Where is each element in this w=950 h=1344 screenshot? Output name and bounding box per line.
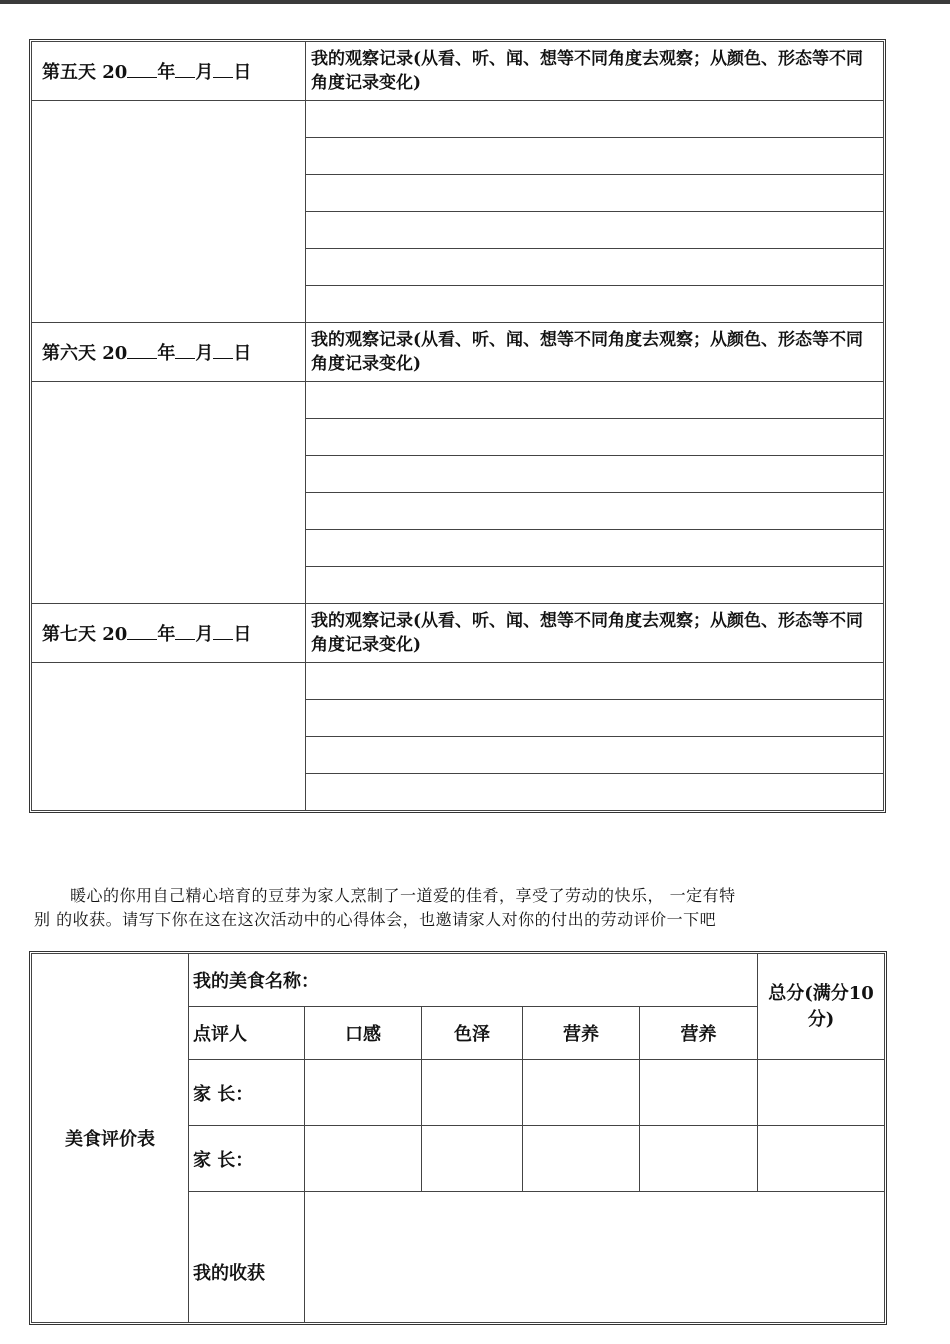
day-prefix: 第六天 20 xyxy=(42,343,128,364)
day-label: 日 xyxy=(233,624,252,645)
score-cell-total-2[interactable] xyxy=(758,1126,885,1192)
my-harvest-area[interactable] xyxy=(305,1192,885,1323)
record-writing-line[interactable] xyxy=(306,737,884,774)
month-label: 月 xyxy=(195,624,214,645)
record-writing-line[interactable] xyxy=(306,663,884,700)
year-label: 年 xyxy=(157,624,176,645)
year-blank[interactable] xyxy=(127,625,157,640)
score-cell-taste-2[interactable] xyxy=(305,1126,422,1192)
record-writing-line[interactable] xyxy=(306,530,884,567)
score-cell-color-1[interactable] xyxy=(422,1060,523,1126)
record-writing-line[interactable] xyxy=(306,456,884,493)
food-evaluation-table xyxy=(31,953,885,1323)
record-writing-line[interactable] xyxy=(306,175,884,212)
record-writing-line[interactable] xyxy=(306,138,884,175)
score-cell-color-2[interactable] xyxy=(422,1126,523,1192)
record-line-row xyxy=(32,101,884,138)
day-blank[interactable] xyxy=(213,344,233,359)
reviewer-parent-1: 家 长： xyxy=(189,1060,305,1126)
record-writing-line[interactable] xyxy=(306,286,884,323)
top-border-bar xyxy=(0,0,950,4)
observation-record-title: 我的观察记录(从看、听、闻、想等不同角度去观察；从颜色、形态等不同角度记录变化) xyxy=(306,42,884,101)
food-evaluation-label: 美食评价表 xyxy=(32,954,189,1323)
month-blank[interactable] xyxy=(175,344,195,359)
day-blank[interactable] xyxy=(213,625,233,640)
day-header-row xyxy=(32,604,884,663)
criterion-color-header: 色泽 xyxy=(422,1007,523,1060)
drawing-area[interactable] xyxy=(32,663,306,811)
my-harvest-label: 我的收获 xyxy=(189,1192,305,1323)
month-label: 月 xyxy=(195,343,214,364)
year-label: 年 xyxy=(157,62,176,83)
reviewer-header: 点评人 xyxy=(189,1007,305,1060)
record-writing-line[interactable] xyxy=(306,212,884,249)
reviewer-parent-2: 家 长： xyxy=(189,1126,305,1192)
intro-line-1: 暖心的你用自己精心培育的豆芽为家人烹制了一道爱的佳肴，享受了劳动的快乐， 一定有特 xyxy=(70,886,736,905)
month-label: 月 xyxy=(195,62,214,83)
record-writing-line[interactable] xyxy=(306,249,884,286)
drawing-area[interactable] xyxy=(32,382,306,604)
day-label: 日 xyxy=(233,343,252,364)
score-cell-taste-1[interactable] xyxy=(305,1060,422,1126)
record-writing-line[interactable] xyxy=(306,774,884,811)
day-prefix: 第七天 20 xyxy=(42,624,128,645)
criterion-taste-header: 口感 xyxy=(305,1007,422,1060)
score-cell-nutrition2-1[interactable] xyxy=(640,1060,758,1126)
observation-record-title: 我的观察记录(从看、听、闻、想等不同角度去观察；从颜色、形态等不同角度记录变化) xyxy=(306,604,884,663)
record-writing-line[interactable] xyxy=(306,567,884,604)
score-cell-nutrition2-2[interactable] xyxy=(640,1126,758,1192)
drawing-area[interactable] xyxy=(32,101,306,323)
record-writing-line[interactable] xyxy=(306,493,884,530)
record-writing-line[interactable] xyxy=(306,101,884,138)
day-header-row xyxy=(32,323,884,382)
year-blank[interactable] xyxy=(127,63,157,78)
intro-line-2: 别 的收获。请写下你在这在这次活动中的心得体会，也邀请家人对你的付出的劳动评价一下吧 xyxy=(34,910,717,929)
activity-intro xyxy=(34,884,884,932)
criterion-nutrition-header-2: 营养 xyxy=(640,1007,758,1060)
score-cell-nutrition-1[interactable] xyxy=(523,1060,640,1126)
record-writing-line[interactable] xyxy=(306,382,884,419)
day-blank[interactable] xyxy=(213,63,233,78)
year-label: 年 xyxy=(157,343,176,364)
score-cell-nutrition-2[interactable] xyxy=(523,1126,640,1192)
record-writing-line[interactable] xyxy=(306,700,884,737)
total-score-header: 总分(满分10分) xyxy=(758,954,885,1060)
month-blank[interactable] xyxy=(175,625,195,640)
year-blank[interactable] xyxy=(127,344,157,359)
day-date-label xyxy=(32,604,306,663)
day-prefix: 第五天 20 xyxy=(42,62,128,83)
observation-record-title: 我的观察记录(从看、听、闻、想等不同角度去观察；从颜色、形态等不同角度记录变化) xyxy=(306,323,884,382)
record-writing-line[interactable] xyxy=(306,419,884,456)
record-line-row xyxy=(32,663,884,700)
day-label: 日 xyxy=(233,62,252,83)
day-header-row xyxy=(32,42,884,101)
score-cell-total-1[interactable] xyxy=(758,1060,885,1126)
day-date-label xyxy=(32,42,306,101)
record-line-row xyxy=(32,382,884,419)
criterion-nutrition-header: 营养 xyxy=(523,1007,640,1060)
dish-name-field[interactable]: 我的美食名称： xyxy=(189,954,758,1007)
observation-record-table xyxy=(31,41,884,811)
month-blank[interactable] xyxy=(175,63,195,78)
day-date-label xyxy=(32,323,306,382)
